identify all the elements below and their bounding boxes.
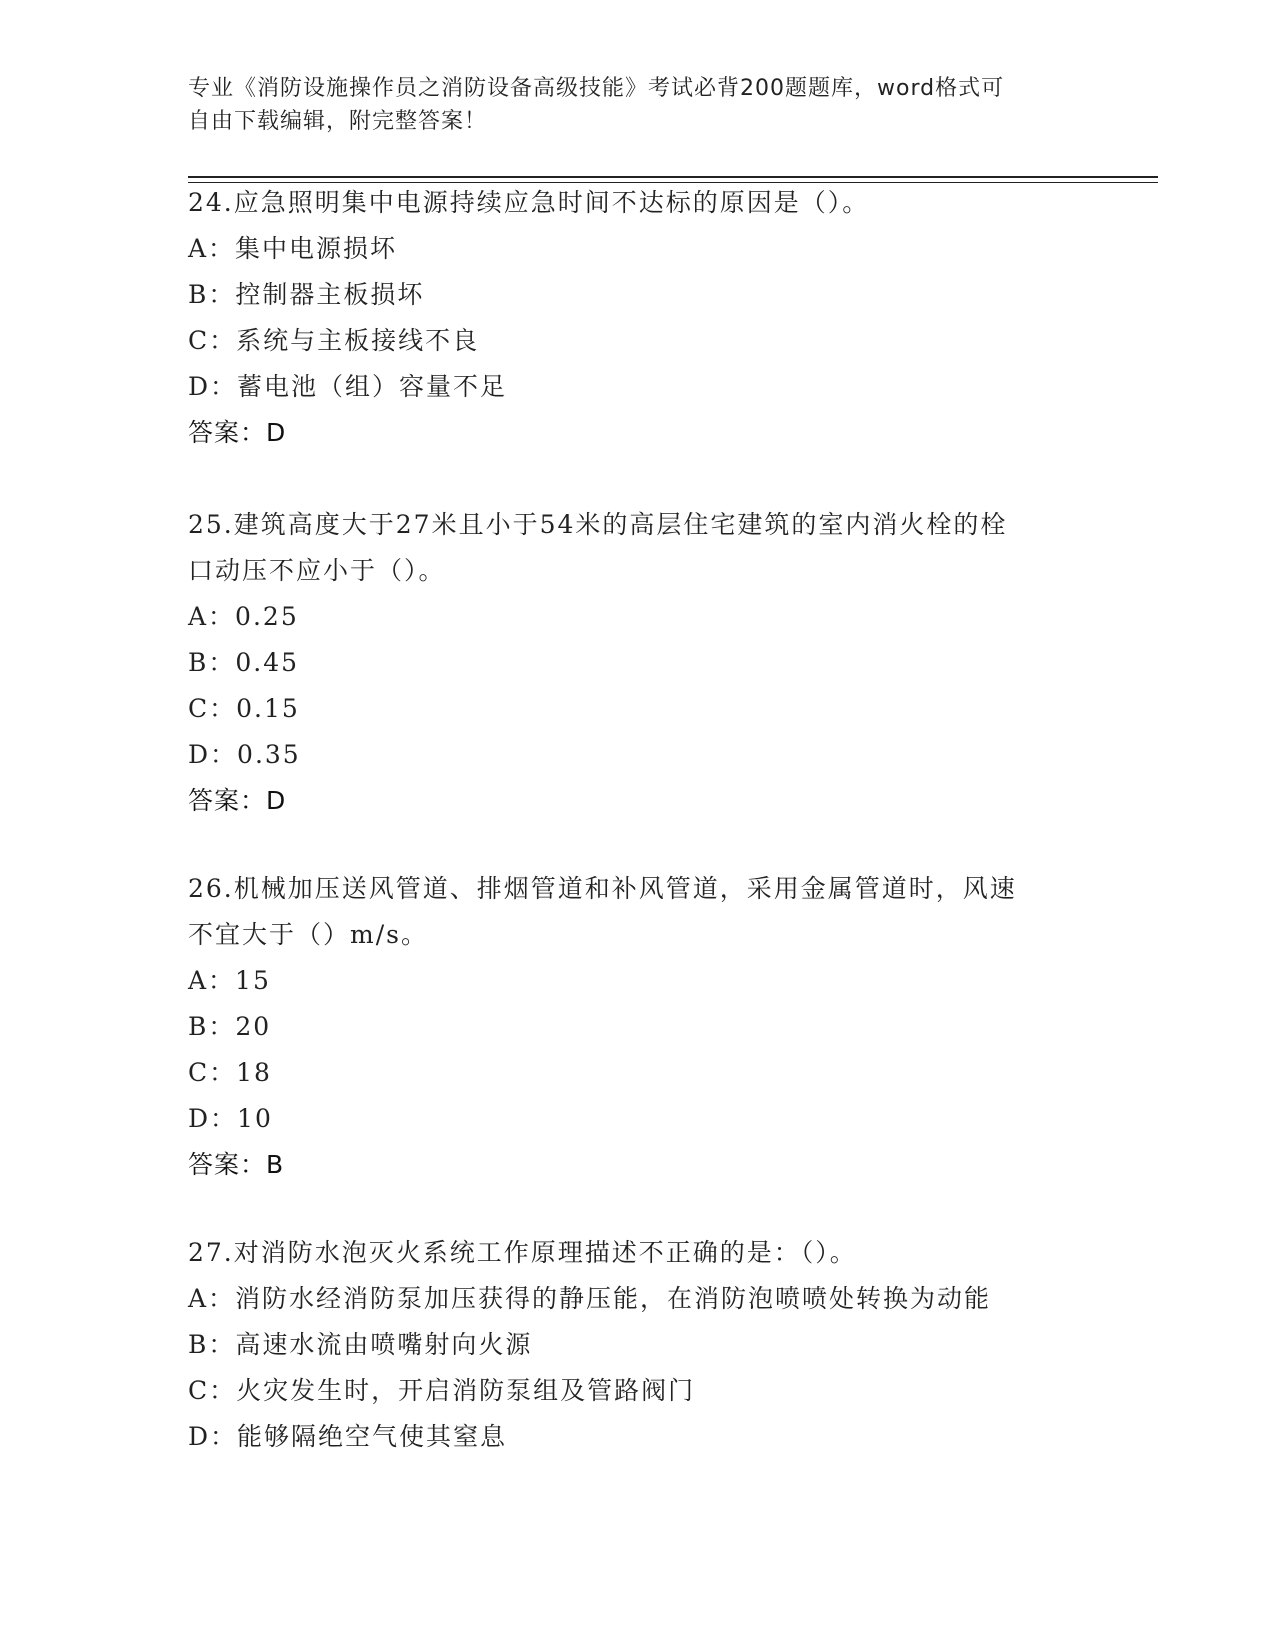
option-a: A：集中电源损坏 xyxy=(188,234,398,263)
answer: 答案：D xyxy=(188,786,287,815)
question-stem: 27.对消防水泡灭火系统工作原理描述不正确的是：（）。 xyxy=(188,1238,857,1267)
option-d: D：10 xyxy=(188,1104,273,1133)
option-c: C：火灾发生时，开启消防泵组及管路阀门 xyxy=(188,1376,696,1405)
question-26 xyxy=(188,866,1088,1188)
question-25 xyxy=(188,502,1088,824)
option-b: B：0.45 xyxy=(188,648,300,677)
option-a: A：消防水经消防泵加压获得的静压能，在消防泡喷喷处转换为动能 xyxy=(188,1284,992,1313)
option-a: A：0.25 xyxy=(188,602,299,631)
question-stem-line-2: 不宜大于（）m/s。 xyxy=(188,920,428,949)
document-header xyxy=(188,72,1068,138)
question-stem-line-2: 口动压不应小于（）。 xyxy=(188,556,446,585)
option-b: B：控制器主板损坏 xyxy=(188,280,425,309)
header-divider-thick xyxy=(188,176,1158,178)
question-24 xyxy=(188,180,1088,456)
answer: 答案：B xyxy=(188,1150,285,1179)
question-27 xyxy=(188,1230,1088,1460)
option-d: D：能够隔绝空气使其窒息 xyxy=(188,1422,508,1451)
option-b: B：20 xyxy=(188,1012,272,1041)
header-line-1: 专业《消防设施操作员之消防设备高级技能》考试必背200题题库，word格式可 xyxy=(188,76,1005,101)
option-d: D：0.35 xyxy=(188,740,301,769)
option-d: D：蓄电池（组）容量不足 xyxy=(188,372,508,401)
option-b: B：高速水流由喷嘴射向火源 xyxy=(188,1330,533,1359)
option-c: C：系统与主板接线不良 xyxy=(188,326,480,355)
question-stem-line-1: 25.建筑高度大于27米且小于54米的高层住宅建筑的室内消火栓的栓 xyxy=(188,510,1008,539)
question-stem-line-1: 26.机械加压送风管道、排烟管道和补风管道，采用金属管道时，风速 xyxy=(188,874,1017,903)
answer: 答案：D xyxy=(188,418,287,447)
header-line-2: 自由下载编辑，附完整答案！ xyxy=(188,109,488,134)
option-c: C：0.15 xyxy=(188,694,300,723)
option-c: C：18 xyxy=(188,1058,272,1087)
option-a: A：15 xyxy=(188,966,271,995)
question-stem: 24.应急照明集中电源持续应急时间不达标的原因是（）。 xyxy=(188,188,870,217)
